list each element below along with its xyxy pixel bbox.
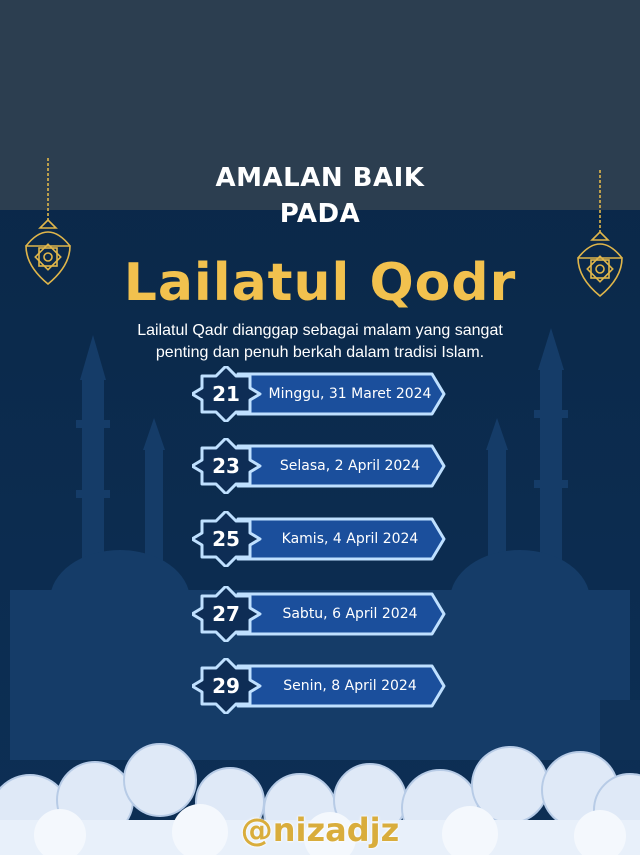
headline: [0, 160, 640, 232]
day-number: 25: [212, 527, 240, 551]
watermark-handle: @nizadjz: [240, 811, 400, 849]
headline-line-2: PADA: [279, 199, 361, 229]
date-label: Senin, 8 April 2024: [283, 677, 417, 694]
headline-line-1: AMALAN BAIK: [215, 163, 425, 193]
date-label: Selasa, 2 April 2024: [279, 457, 421, 474]
date-row-3: [192, 511, 448, 567]
date-row-1: [192, 366, 448, 422]
date-label: Minggu, 31 Maret 2024: [268, 385, 432, 402]
date-row-5: [192, 658, 448, 714]
page-title: Lailatul Qodr: [123, 253, 517, 313]
day-number: 21: [212, 382, 240, 406]
day-number: 29: [212, 674, 240, 698]
date-row-4: [192, 586, 448, 642]
date-label: Sabtu, 6 April 2024: [282, 605, 418, 622]
day-number: 23: [212, 454, 240, 478]
day-number: 27: [212, 602, 240, 626]
subtitle: Lailatul Qadr dianggap sebagai malam yang sangat penting dan penuh berkah dalam tradisi Islam.: [137, 322, 503, 361]
date-label: Kamis, 4 April 2024: [281, 530, 419, 547]
date-row-2: [192, 438, 448, 494]
